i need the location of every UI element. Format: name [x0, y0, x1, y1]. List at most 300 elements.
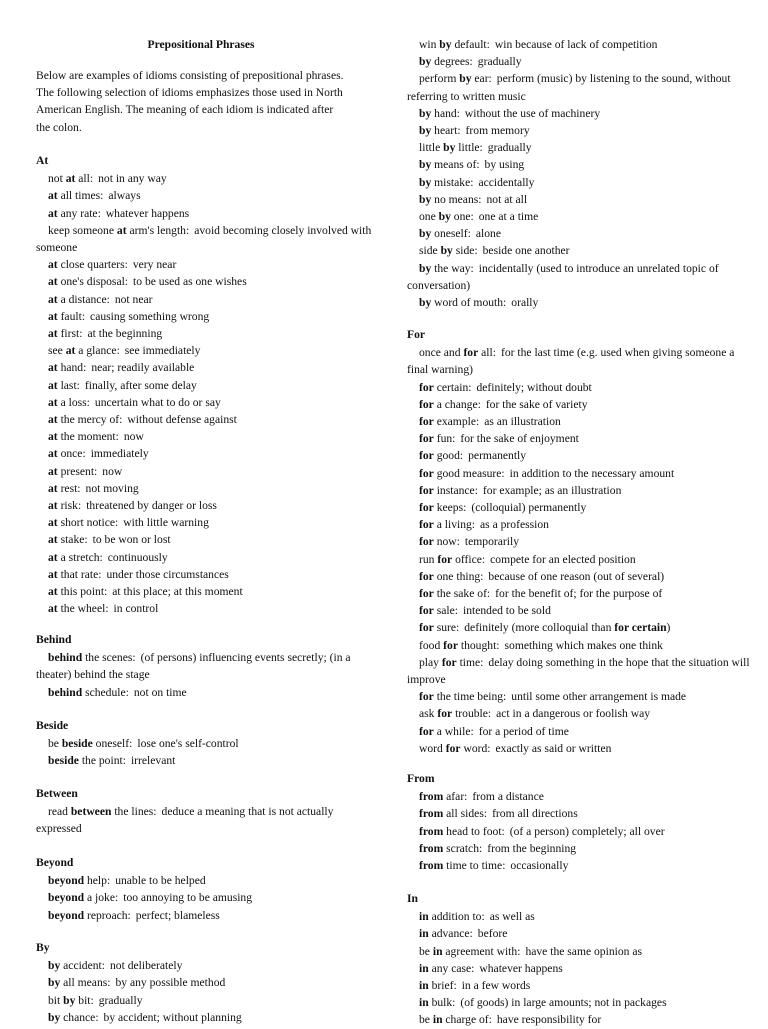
idiom-definition: not near: [114, 292, 153, 306]
idiom-keyword: in: [419, 961, 429, 975]
idiom-keyword: in: [419, 996, 429, 1010]
idiom-prefix: see: [48, 344, 66, 358]
idiom-keyword: at: [48, 464, 58, 478]
intro-paragraph: Below are examples of idioms consisting of prepositional phrases. The following selection of idioms emphasizes those used in North American English. The meaning of each idiom is indicated after the colon.: [36, 69, 344, 134]
idiom-phrase: office:: [452, 552, 486, 566]
idiom-definition: not moving: [85, 481, 139, 495]
idiom-phrase: this point:: [57, 585, 108, 598]
idiom-keyword: by: [419, 261, 432, 275]
idiom-keyword: beyond: [48, 874, 85, 888]
idiom-phrase: thought:: [457, 638, 500, 652]
idiom-entry: [36, 187, 376, 204]
idiom-keyword: at: [48, 499, 58, 512]
idiom-phrase: keeps:: [433, 501, 467, 514]
idiom-phrase: addition to:: [428, 910, 485, 924]
idiom-phrase: fault:: [57, 309, 86, 323]
idiom-definition: deduce a meaning that is not actually expressed: [36, 805, 334, 836]
idiom-phrase: hand:: [57, 361, 87, 375]
idiom-definition: whatever happens: [479, 961, 563, 975]
idiom-definition: as a profession: [480, 518, 549, 532]
idiom-phrase: a living:: [433, 518, 476, 532]
idiom-definition: delay doing something in the hope that the situation will improve: [407, 655, 750, 686]
idiom-keyword: by: [419, 192, 432, 206]
idiom-definition: because of one reason (out of several): [488, 569, 665, 583]
idiom-entry: [407, 805, 752, 822]
idiom-definition: not on time: [133, 685, 187, 699]
idiom-definition: not deliberately: [110, 959, 183, 973]
idiom-entry: [407, 242, 752, 259]
idiom-entry: [407, 788, 752, 805]
idiom-phrase: fun:: [433, 432, 456, 446]
idiom-definition: gradually: [98, 993, 143, 1007]
idiom-phrase: that rate:: [57, 567, 102, 581]
idiom-phrase: heart:: [431, 124, 461, 137]
idiom-keyword: for: [437, 552, 453, 566]
idiom-entry: [36, 872, 376, 889]
idiom-phrase: side:: [452, 244, 478, 258]
idiom-definition: for the last time (e.g. used when giving someone a final warning): [407, 346, 735, 377]
idiom-entry: [407, 499, 752, 516]
idiom-phrase: charge of:: [442, 1013, 492, 1027]
idiom-keyword: for: [419, 501, 434, 514]
section-heading: For: [407, 328, 426, 341]
idiom-phrase: trouble:: [452, 707, 492, 721]
idiom-keyword: by: [48, 959, 61, 973]
idiom-keyword: in: [419, 927, 429, 941]
idiom-entry: [407, 53, 752, 70]
idiom-definition: not in any way: [98, 172, 167, 186]
idiom-definition: occasionally: [510, 859, 569, 872]
idiom-phrase: bit:: [75, 993, 94, 1007]
idiom-keyword: at: [48, 361, 58, 375]
idiom-phrase: chance:: [60, 1010, 99, 1024]
idiom-entry: [407, 516, 752, 533]
idiom-entry: [36, 889, 376, 906]
idiom-definition: by using: [484, 158, 525, 172]
idiom-phrase: the way:: [431, 261, 474, 275]
idiom-keyword: from: [419, 859, 444, 872]
idiom-definition: from all directions: [492, 807, 578, 821]
idiom-definition: (of a person) completely; all over: [509, 824, 665, 838]
section-heading: Beyond: [36, 856, 74, 869]
idiom-entry: [407, 925, 752, 942]
idiom-phrase: all:: [478, 346, 496, 360]
idiom-definition: perfect; blameless: [135, 908, 220, 922]
idiom-definition: something which makes one think: [504, 638, 663, 652]
idiom-definition: for the sake of variety: [485, 397, 588, 411]
idiom-definition: whatever happens: [105, 206, 190, 220]
section-heading: By: [36, 941, 50, 954]
idiom-definition: threatened by danger or loss: [86, 499, 217, 512]
idiom-prefix: run: [419, 552, 438, 566]
idiom-entry: [407, 688, 752, 705]
idiom-entry: [407, 139, 752, 156]
idiom-entry: [407, 482, 752, 499]
idiom-entry: [407, 465, 752, 482]
idiom-phrase: little:: [455, 141, 483, 155]
idiom-keyword: for: [419, 535, 434, 549]
idiom-phrase: bulk:: [428, 996, 456, 1010]
idiom-keyword: for: [419, 690, 434, 704]
idiom-phrase: close quarters:: [57, 258, 128, 272]
idiom-phrase: time:: [456, 655, 484, 669]
idiom-definition: near; readily available: [91, 361, 195, 375]
idiom-entry: [407, 379, 752, 396]
idiom-keyword: for: [419, 518, 434, 532]
idiom-definition: now: [102, 464, 123, 478]
idiom-phrase: all sides:: [443, 807, 488, 821]
idiom-definition: as well as: [489, 910, 535, 924]
idiom-definition: permanently: [468, 449, 527, 463]
idiom-entry: [407, 585, 752, 602]
idiom-keyword: beyond: [48, 891, 85, 905]
idiom-phrase: oneself:: [92, 737, 133, 751]
idiom-keyword: at: [48, 481, 58, 495]
idiom-entry: [407, 122, 752, 139]
idiom-phrase: the time being:: [433, 690, 507, 704]
idiom-keyword: beside: [48, 754, 79, 768]
idiom-phrase: certain:: [433, 380, 472, 394]
idiom-definition: without defense against: [127, 413, 237, 426]
idiom-definition: without the use of machinery: [464, 106, 601, 120]
idiom-keyword: beside: [61, 737, 93, 751]
idiom-keyword: beyond: [48, 908, 85, 922]
idiom-entry: [36, 205, 376, 222]
idiom-phrase: ear:: [471, 72, 492, 86]
idiom-entry: [407, 430, 752, 447]
idiom-entry: [36, 411, 376, 428]
idiom-entry: [407, 637, 752, 654]
idiom-prefix: be: [419, 1013, 433, 1027]
idiom-entry: [407, 602, 752, 619]
idiom-entry: [36, 291, 376, 308]
idiom-entry: [36, 803, 376, 837]
idiom-entry: [407, 156, 752, 173]
idiom-entry: [407, 1011, 752, 1028]
idiom-definition: act in a dangerous or foolish way: [496, 707, 651, 721]
idiom-keyword: for: [419, 415, 434, 428]
idiom-keyword: for: [443, 638, 458, 652]
idiom-definition: see immediately: [124, 344, 201, 358]
idiom-definition-end: ): [666, 621, 671, 635]
idiom-prefix: little: [419, 141, 444, 155]
idiom-keyword: at: [48, 309, 58, 323]
idiom-keyword: for: [437, 707, 453, 721]
idiom-definition: always: [108, 189, 141, 203]
idiom-entry: [36, 752, 376, 769]
idiom-entry: [407, 740, 752, 757]
idiom-definition: not at all: [486, 192, 528, 206]
idiom-phrase: oneself:: [431, 227, 471, 241]
idiom-entry: [36, 170, 376, 187]
idiom-keyword: by: [48, 976, 61, 990]
idiom-phrase: help:: [84, 874, 111, 888]
idiom-keyword: for: [419, 466, 434, 480]
idiom-phrase: the mercy of:: [57, 413, 123, 426]
idiom-keyword: between: [70, 805, 112, 819]
idiom-entry: [36, 394, 376, 411]
idiom-entry: [407, 396, 752, 413]
idiom-entry: [407, 994, 752, 1011]
idiom-entry: [36, 907, 376, 924]
idiom-definition: intended to be sold: [462, 604, 551, 618]
section-heading: Behind: [36, 633, 72, 646]
idiom-entry: [36, 359, 376, 376]
idiom-phrase: hand:: [431, 106, 460, 120]
idiom-definition: incidentally (used to introduce an unrelated topic of conversation): [407, 261, 719, 292]
idiom-phrase: stake:: [57, 533, 88, 547]
idiom-keyword: by: [443, 141, 456, 155]
idiom-keyword: for: [445, 741, 461, 755]
idiom-keyword: for: [419, 380, 434, 394]
idiom-phrase: word:: [460, 741, 491, 755]
idiom-keyword: at: [116, 223, 127, 237]
idiom-phrase: default:: [451, 38, 490, 51]
idiom-entry: [407, 191, 752, 208]
idiom-keyword: from: [419, 824, 444, 838]
idiom-entry: [407, 840, 752, 857]
idiom-phrase: no means:: [431, 192, 482, 206]
idiom-phrase: all times:: [57, 189, 104, 203]
idiom-prefix: read: [48, 805, 71, 819]
idiom-phrase: schedule:: [82, 685, 129, 699]
idiom-entry: [36, 531, 376, 548]
idiom-entry: [36, 514, 376, 531]
idiom-definition: compete for an elected position: [490, 552, 636, 566]
idiom-phrase: a change:: [433, 397, 481, 411]
idiom-definition: finally, after some delay: [84, 378, 197, 392]
idiom-keyword: behind: [48, 651, 83, 665]
idiom-definition: temporarily: [464, 535, 519, 549]
idiom-definition: as an illustration: [484, 415, 561, 428]
idiom-phrase: head to foot:: [443, 824, 505, 838]
idiom-keyword: from: [419, 790, 444, 804]
idiom-definition: for example; as an illustration: [482, 483, 622, 497]
idiom-entry: [36, 445, 376, 462]
idiom-keyword: by: [419, 55, 432, 69]
idiom-prefix: word: [419, 741, 446, 755]
idiom-entry: [407, 225, 752, 242]
idiom-entry: [36, 549, 376, 566]
idiom-keyword: for: [419, 621, 434, 635]
idiom-definition: from the beginning: [487, 841, 577, 855]
idiom-prefix: play: [419, 655, 442, 669]
idiom-keyword: for certain: [614, 621, 667, 635]
idiom-keyword: for: [463, 346, 479, 360]
idiom-definition: to be won or lost: [92, 533, 171, 547]
idiom-keyword: for: [441, 655, 457, 669]
idiom-entry: [407, 908, 752, 925]
idiom-definition: avoid becoming closely involved with someone: [36, 223, 372, 254]
idiom-entry: [407, 857, 752, 874]
idiom-keyword: at: [48, 585, 58, 598]
idiom-keyword: for: [419, 397, 434, 411]
idiom-phrase: degrees:: [431, 55, 473, 69]
idiom-entry: [36, 480, 376, 497]
idiom-prefix: be: [48, 737, 62, 751]
idiom-entry: [407, 568, 752, 585]
idiom-phrase: one thing:: [433, 569, 484, 583]
idiom-definition: alone: [475, 227, 501, 241]
idiom-entry: [36, 992, 376, 1009]
idiom-definition: continuously: [107, 550, 168, 564]
idiom-phrase: instance:: [433, 483, 478, 497]
idiom-keyword: at: [48, 189, 58, 203]
idiom-keyword: behind: [48, 685, 83, 699]
idiom-entry: [407, 705, 752, 722]
idiom-phrase: a glance:: [75, 344, 120, 358]
idiom-prefix: not: [48, 172, 66, 186]
idiom-prefix: keep someone: [48, 223, 117, 237]
idiom-phrase: advance:: [428, 927, 473, 941]
idiom-definition: (of goods) in large amounts; not in packages: [460, 996, 667, 1010]
idiom-phrase: now:: [433, 535, 460, 549]
idiom-keyword: by: [419, 124, 432, 137]
idiom-definition: definitely; without doubt: [476, 380, 592, 394]
idiom-definition: for a period of time: [478, 724, 569, 738]
page-title: Prepositional Phrases: [147, 38, 255, 51]
idiom-entry: [407, 36, 752, 53]
idiom-phrase: any rate:: [57, 206, 101, 220]
idiom-keyword: by: [419, 175, 432, 189]
idiom-entry: [36, 735, 376, 752]
idiom-definition: at the beginning: [87, 327, 163, 340]
idiom-entry: [407, 723, 752, 740]
idiom-definition: under those circumstances: [106, 567, 229, 581]
idiom-entry: [36, 497, 376, 514]
idiom-definition: in a few words: [461, 979, 531, 992]
idiom-keyword: for: [419, 587, 434, 600]
idiom-keyword: in: [419, 910, 429, 924]
idiom-keyword: at: [65, 172, 76, 186]
idiom-keyword: by: [63, 993, 76, 1007]
idiom-keyword: at: [48, 395, 58, 409]
section-heading: Between: [36, 787, 78, 800]
idiom-phrase: a joke:: [84, 891, 119, 905]
idiom-entry: [36, 684, 376, 701]
idiom-definition: perform (music) by listening to the sound, without referring to written music: [407, 72, 731, 103]
idiom-prefix: ask: [419, 707, 438, 721]
idiom-keyword: at: [48, 567, 58, 581]
idiom-phrase: good:: [433, 449, 464, 463]
idiom-keyword: at: [48, 275, 58, 289]
idiom-definition: now: [123, 430, 144, 444]
idiom-keyword: from: [419, 841, 444, 855]
idiom-phrase: one:: [450, 210, 474, 223]
idiom-prefix: once and: [419, 346, 464, 360]
idiom-definition: definitely (more colloquial than: [464, 621, 615, 635]
idiom-phrase: rest:: [57, 481, 81, 495]
idiom-entry: [407, 260, 752, 294]
idiom-definition: orally: [511, 296, 539, 309]
idiom-phrase: the moment:: [57, 430, 119, 444]
idiom-definition: from memory: [465, 124, 530, 137]
idiom-entry: [36, 256, 376, 273]
idiom-entry: [407, 654, 752, 688]
idiom-entry: [407, 294, 752, 311]
idiom-entry: [36, 957, 376, 974]
idiom-entry: [36, 600, 376, 617]
idiom-phrase: the lines:: [111, 805, 157, 819]
idiom-definition: win because of lack of competition: [494, 38, 658, 51]
idiom-keyword: for: [419, 483, 434, 497]
idiom-keyword: in: [432, 1013, 443, 1027]
idiom-phrase: all means:: [60, 976, 111, 990]
idiom-entry: [36, 566, 376, 583]
idiom-keyword: from: [419, 807, 444, 821]
idiom-definition: gradually: [487, 141, 532, 155]
idiom-phrase: risk:: [57, 499, 82, 512]
idiom-phrase: sale:: [433, 604, 458, 618]
section-heading: In: [407, 892, 418, 905]
idiom-keyword: at: [48, 327, 58, 340]
idiom-keyword: at: [65, 344, 76, 358]
idiom-definition: from a distance: [472, 790, 544, 804]
idiom-phrase: first:: [57, 327, 83, 340]
idiom-keyword: in: [419, 979, 429, 992]
idiom-prefix: side: [419, 244, 441, 258]
idiom-definition: (of persons) influencing events secretly; (in a theater) behind the stage: [36, 651, 351, 682]
idiom-definition: until some other arrangement is made: [511, 690, 687, 704]
idiom-phrase: sure:: [433, 621, 460, 635]
idiom-entry: [36, 273, 376, 290]
idiom-phrase: any case:: [428, 961, 475, 975]
idiom-phrase: a while:: [433, 724, 474, 738]
idiom-phrase: present:: [57, 464, 98, 478]
idiom-entry: [407, 174, 752, 191]
idiom-definition: unable to be helped: [115, 874, 206, 888]
idiom-keyword: by: [459, 72, 472, 86]
idiom-prefix: perform: [419, 72, 460, 86]
idiom-phrase: time to time:: [443, 859, 506, 872]
idiom-entry: [407, 208, 752, 225]
idiom-entry: [36, 428, 376, 445]
idiom-entry: [407, 413, 752, 430]
idiom-definition: in control: [113, 602, 159, 616]
idiom-definition: uncertain what to do or say: [94, 395, 221, 409]
idiom-definition: to be used as one wishes: [133, 275, 247, 289]
idiom-prefix: one: [419, 210, 439, 223]
idiom-definition: before: [477, 927, 508, 941]
idiom-phrase: accident:: [60, 959, 105, 973]
idiom-phrase: a stretch:: [57, 550, 103, 564]
idiom-entry: [407, 619, 752, 636]
idiom-definition: very near: [132, 258, 177, 272]
idiom-keyword: at: [48, 292, 58, 306]
idiom-entry: [407, 344, 752, 378]
idiom-definition: causing something wrong: [90, 309, 210, 323]
idiom-phrase: mistake:: [431, 175, 474, 189]
idiom-keyword: at: [48, 206, 58, 220]
idiom-phrase: the sake of:: [433, 587, 491, 600]
idiom-keyword: at: [48, 447, 58, 461]
idiom-entry: [36, 649, 376, 683]
idiom-phrase: afar:: [443, 790, 468, 804]
section-heading: Beside: [36, 719, 69, 732]
idiom-phrase: once:: [57, 447, 86, 461]
idiom-entry: [36, 308, 376, 325]
idiom-keyword: at: [48, 550, 58, 564]
idiom-phrase: last:: [57, 378, 80, 392]
idiom-keyword: for: [419, 569, 434, 583]
idiom-phrase: scratch:: [443, 841, 483, 855]
idiom-entry: [36, 377, 376, 394]
idiom-keyword: at: [48, 378, 58, 392]
idiom-entry: [36, 222, 376, 256]
idiom-prefix: bit: [48, 993, 64, 1007]
idiom-keyword: by: [439, 38, 452, 51]
idiom-keyword: for: [419, 724, 434, 738]
